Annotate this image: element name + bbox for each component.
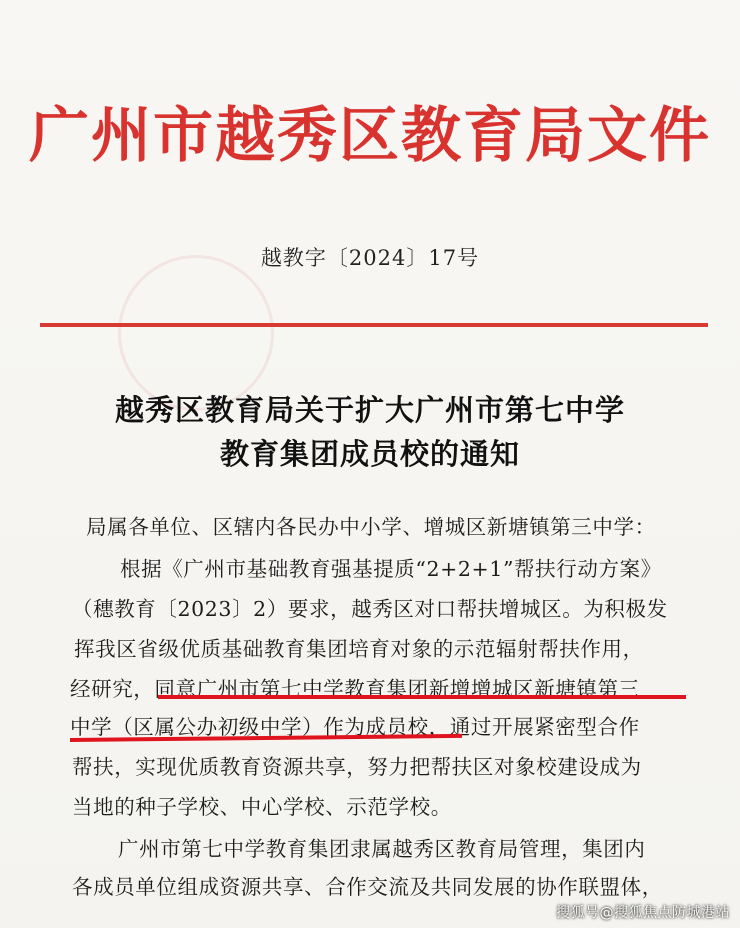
body-line: 根据《广州市基础教育强基提质“2+2+1”帮扶行动方案》 bbox=[120, 557, 662, 581]
body-line: 当地的种子学校、中心学校、示范学校。 bbox=[72, 795, 452, 819]
body-line: 各成员单位组成资源共享、合作交流及共同发展的协作联盟体， bbox=[72, 875, 663, 899]
header-divider bbox=[40, 323, 708, 327]
notice-title-line-2: 教育集团成员校的通知 bbox=[219, 437, 520, 471]
body-line: 经研究，同意广州市第七中学教育集团新增增城区新塘镇第三 bbox=[70, 677, 640, 701]
body-line: 广州市第七中学教育集团隶属越秀区教育局管理，集团内 bbox=[118, 837, 646, 861]
body-line: 挥我区省级优质基础教育集团培育对象的示范辐射帮扶作用， bbox=[74, 637, 644, 661]
document-number: 越教字〔2024〕17号 bbox=[260, 246, 480, 270]
addressee-line: 局属各单位、区辖内各民办中小学、增城区新塘镇第三中学： bbox=[86, 515, 656, 539]
body-line: （穗教育〔2023〕2）要求，越秀区对口帮扶增城区。为积极发 bbox=[72, 597, 668, 621]
body-line: 帮扶，实现优质教育资源共享，努力把帮扶区对象校建设成为 bbox=[72, 755, 642, 779]
notice-title-line-1: 越秀区教育局关于扩大广州市第七中学 bbox=[114, 393, 625, 427]
notice-title bbox=[0, 388, 740, 476]
body-line: 中学（区属公办初级中学）作为成员校，通过开展紧密型合作 bbox=[70, 715, 640, 739]
document-header-title: 广州市越秀区教育局文件 bbox=[29, 101, 711, 171]
source-watermark: 搜狐号@搜狐焦点防城港站 bbox=[556, 905, 730, 921]
